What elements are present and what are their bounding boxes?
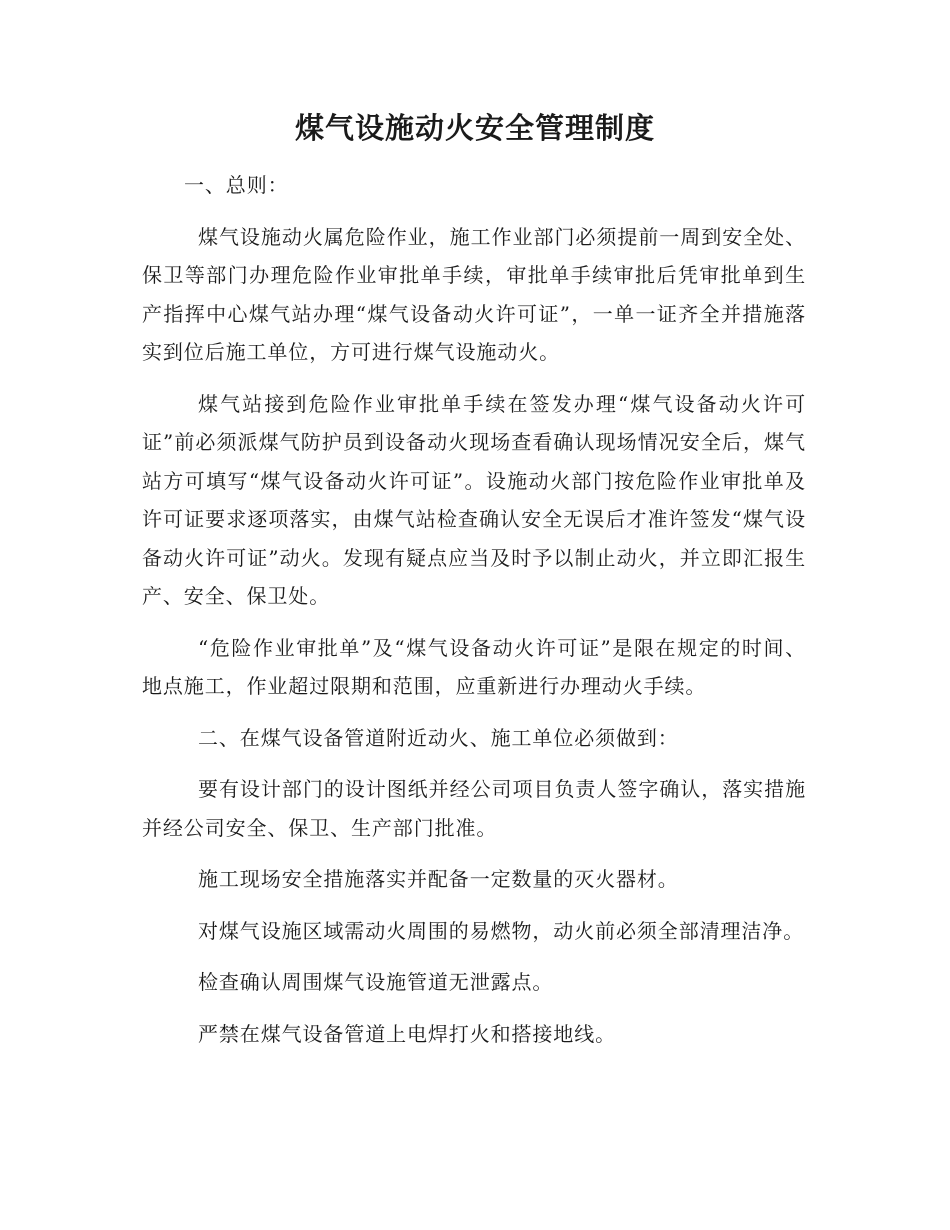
- paragraph-spacer: [142, 757, 806, 770]
- paragraph-requirement-2: 施工现场安全措施落实并配备一定数量的灭火器材。: [198, 867, 679, 891]
- paragraph-general-2: 煤气站接到危险作业审批单手续在签发办理“煤气设备动火许可证”前必须派煤气防护员到设备动火现场查看确认现场情况安全后，煤气站方可填写“煤气设备动火许可证”。设施动火部门按危险作业审批单及许可证要求逐项落实，由煤气站检查确认安全无误后才准许签发“煤气设备动火许可证”动火。发现有疑点应当及时予以制止动火，并立即汇报生产、安全、保卫处。: [142, 391, 806, 608]
- paragraph-general-1: 煤气设施动火属危险作业，施工作业部门必须提前一周到安全处、保卫等部门办理危险作业审批单手续，审批单手续审批后凭审批单到生产指挥中心煤气站办理“煤气设备动火许可证”，一单一证齐全并措施落实到位后施工单位，方可进行煤气设施动火。: [142, 224, 806, 364]
- paragraph-requirement-1: 要有设计部门的设计图纸并经公司项目负责人签字确认，落实措施并经公司安全、保卫、生产部门批准。: [142, 777, 806, 840]
- paragraph-spacer: [142, 205, 806, 218]
- paragraph-spacer: [142, 899, 806, 912]
- paragraph-spacer: [142, 847, 806, 860]
- paragraph-spacer: [142, 950, 806, 963]
- document-title: 煤气设施动火安全管理制度: [294, 111, 655, 145]
- document-body: [142, 166, 806, 1053]
- section-heading-general: 一、总则：: [184, 173, 289, 197]
- paragraph-requirement-3: 对煤气设施区域需动火周围的易燃物，动火前必须全部清理洁净。: [198, 918, 805, 943]
- paragraph-spacer: [142, 372, 806, 385]
- section-heading-nearby-work: 二、在煤气设备管道附近动火、施工单位必须做到：: [198, 725, 679, 750]
- paragraph-requirement-4: 检查确认周围煤气设施管道无泄露点。: [198, 970, 554, 994]
- paragraph-requirement-5: 严禁在煤气设备管道上电焊打火和搭接地线。: [198, 1021, 616, 1046]
- paragraph-spacer: [142, 616, 806, 629]
- paragraph-general-3: “危险作业审批单”及“煤气设备动火许可证”是限在规定的时间、地点施工，作业超过限期和范围，应重新进行办理动火手续。: [142, 635, 806, 698]
- paragraph-spacer: [142, 706, 806, 719]
- paragraph-spacer: [142, 1002, 806, 1015]
